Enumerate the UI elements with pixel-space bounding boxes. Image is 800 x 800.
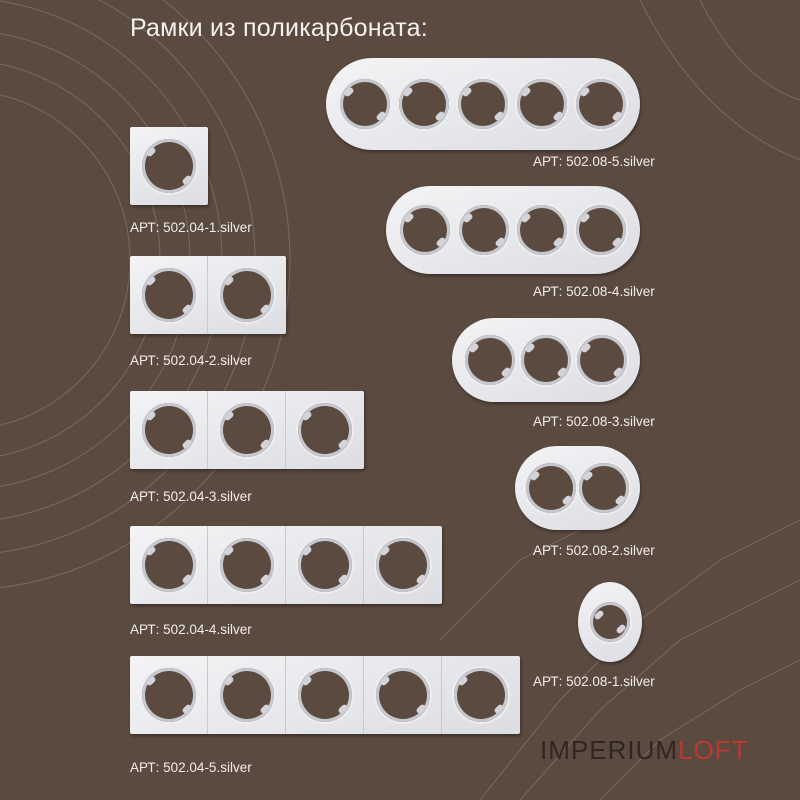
oval-frame-1-label: АРТ: 502.08-1.silver — [533, 674, 655, 689]
socket-opening — [340, 79, 390, 129]
square-frame-5-label: АРТ: 502.04-5.silver — [130, 760, 252, 775]
socket-opening — [220, 268, 274, 322]
frame-cell — [208, 256, 286, 334]
socket-opening — [142, 538, 196, 592]
socket-opening — [590, 602, 630, 642]
oval-frame-3 — [452, 318, 640, 402]
socket-opening — [142, 403, 196, 457]
square-frame-3-label: АРТ: 502.04-3.silver — [130, 489, 252, 504]
socket-opening — [576, 79, 626, 129]
page-title: Рамки из поликарбоната: — [130, 14, 428, 42]
frame-cell — [286, 391, 364, 469]
frame-cell — [364, 656, 442, 734]
socket-opening — [579, 463, 629, 513]
socket-opening — [517, 205, 567, 255]
square-frame-4-label: АРТ: 502.04-4.silver — [130, 622, 252, 637]
socket-opening — [465, 335, 515, 385]
frame-cell — [364, 526, 442, 604]
socket-opening — [142, 139, 196, 193]
socket-opening — [220, 668, 274, 722]
socket-opening — [454, 668, 508, 722]
oval-frame-2 — [515, 446, 640, 530]
square-frame-5 — [130, 656, 520, 734]
frame-cell — [208, 391, 286, 469]
frame-cell — [130, 127, 208, 205]
frame-cell — [208, 656, 286, 734]
socket-opening — [576, 205, 626, 255]
socket-opening — [577, 335, 627, 385]
square-frame-2-label: АРТ: 502.04-2.silver — [130, 353, 252, 368]
oval-frame-3-label: АРТ: 502.08-3.silver — [533, 414, 655, 429]
frame-cell — [208, 526, 286, 604]
oval-frame-5 — [326, 58, 640, 150]
square-frame-1 — [130, 127, 208, 205]
square-frame-3 — [130, 391, 364, 469]
oval-frame-1 — [578, 582, 642, 662]
socket-opening — [142, 668, 196, 722]
socket-opening — [220, 538, 274, 592]
oval-frame-4-label: АРТ: 502.08-4.silver — [533, 284, 655, 299]
socket-opening — [400, 205, 450, 255]
frame-cell — [130, 256, 208, 334]
frame-cell — [130, 656, 208, 734]
socket-opening — [142, 268, 196, 322]
socket-opening — [298, 668, 352, 722]
socket-opening — [376, 668, 430, 722]
square-frame-1-label: АРТ: 502.04-1.silver — [130, 220, 252, 235]
oval-frame-4 — [386, 186, 640, 274]
imperiumloft-logo: IMPERIUMLOFT — [540, 735, 749, 765]
socket-opening — [220, 403, 274, 457]
oval-frame-5-label: АРТ: 502.08-5.silver — [533, 154, 655, 169]
socket-opening — [298, 538, 352, 592]
frame-cell — [130, 526, 208, 604]
frame-cell — [442, 656, 520, 734]
socket-opening — [459, 205, 509, 255]
frame-cell — [286, 656, 364, 734]
socket-opening — [517, 79, 567, 129]
frame-cell — [286, 526, 364, 604]
square-frame-4 — [130, 526, 442, 604]
socket-opening — [399, 79, 449, 129]
frame-cell — [130, 391, 208, 469]
socket-opening — [298, 403, 352, 457]
socket-opening — [458, 79, 508, 129]
square-frame-2 — [130, 256, 286, 334]
oval-frame-2-label: АРТ: 502.08-2.silver — [533, 543, 655, 558]
socket-opening — [526, 463, 576, 513]
socket-opening — [521, 335, 571, 385]
socket-opening — [376, 538, 430, 592]
